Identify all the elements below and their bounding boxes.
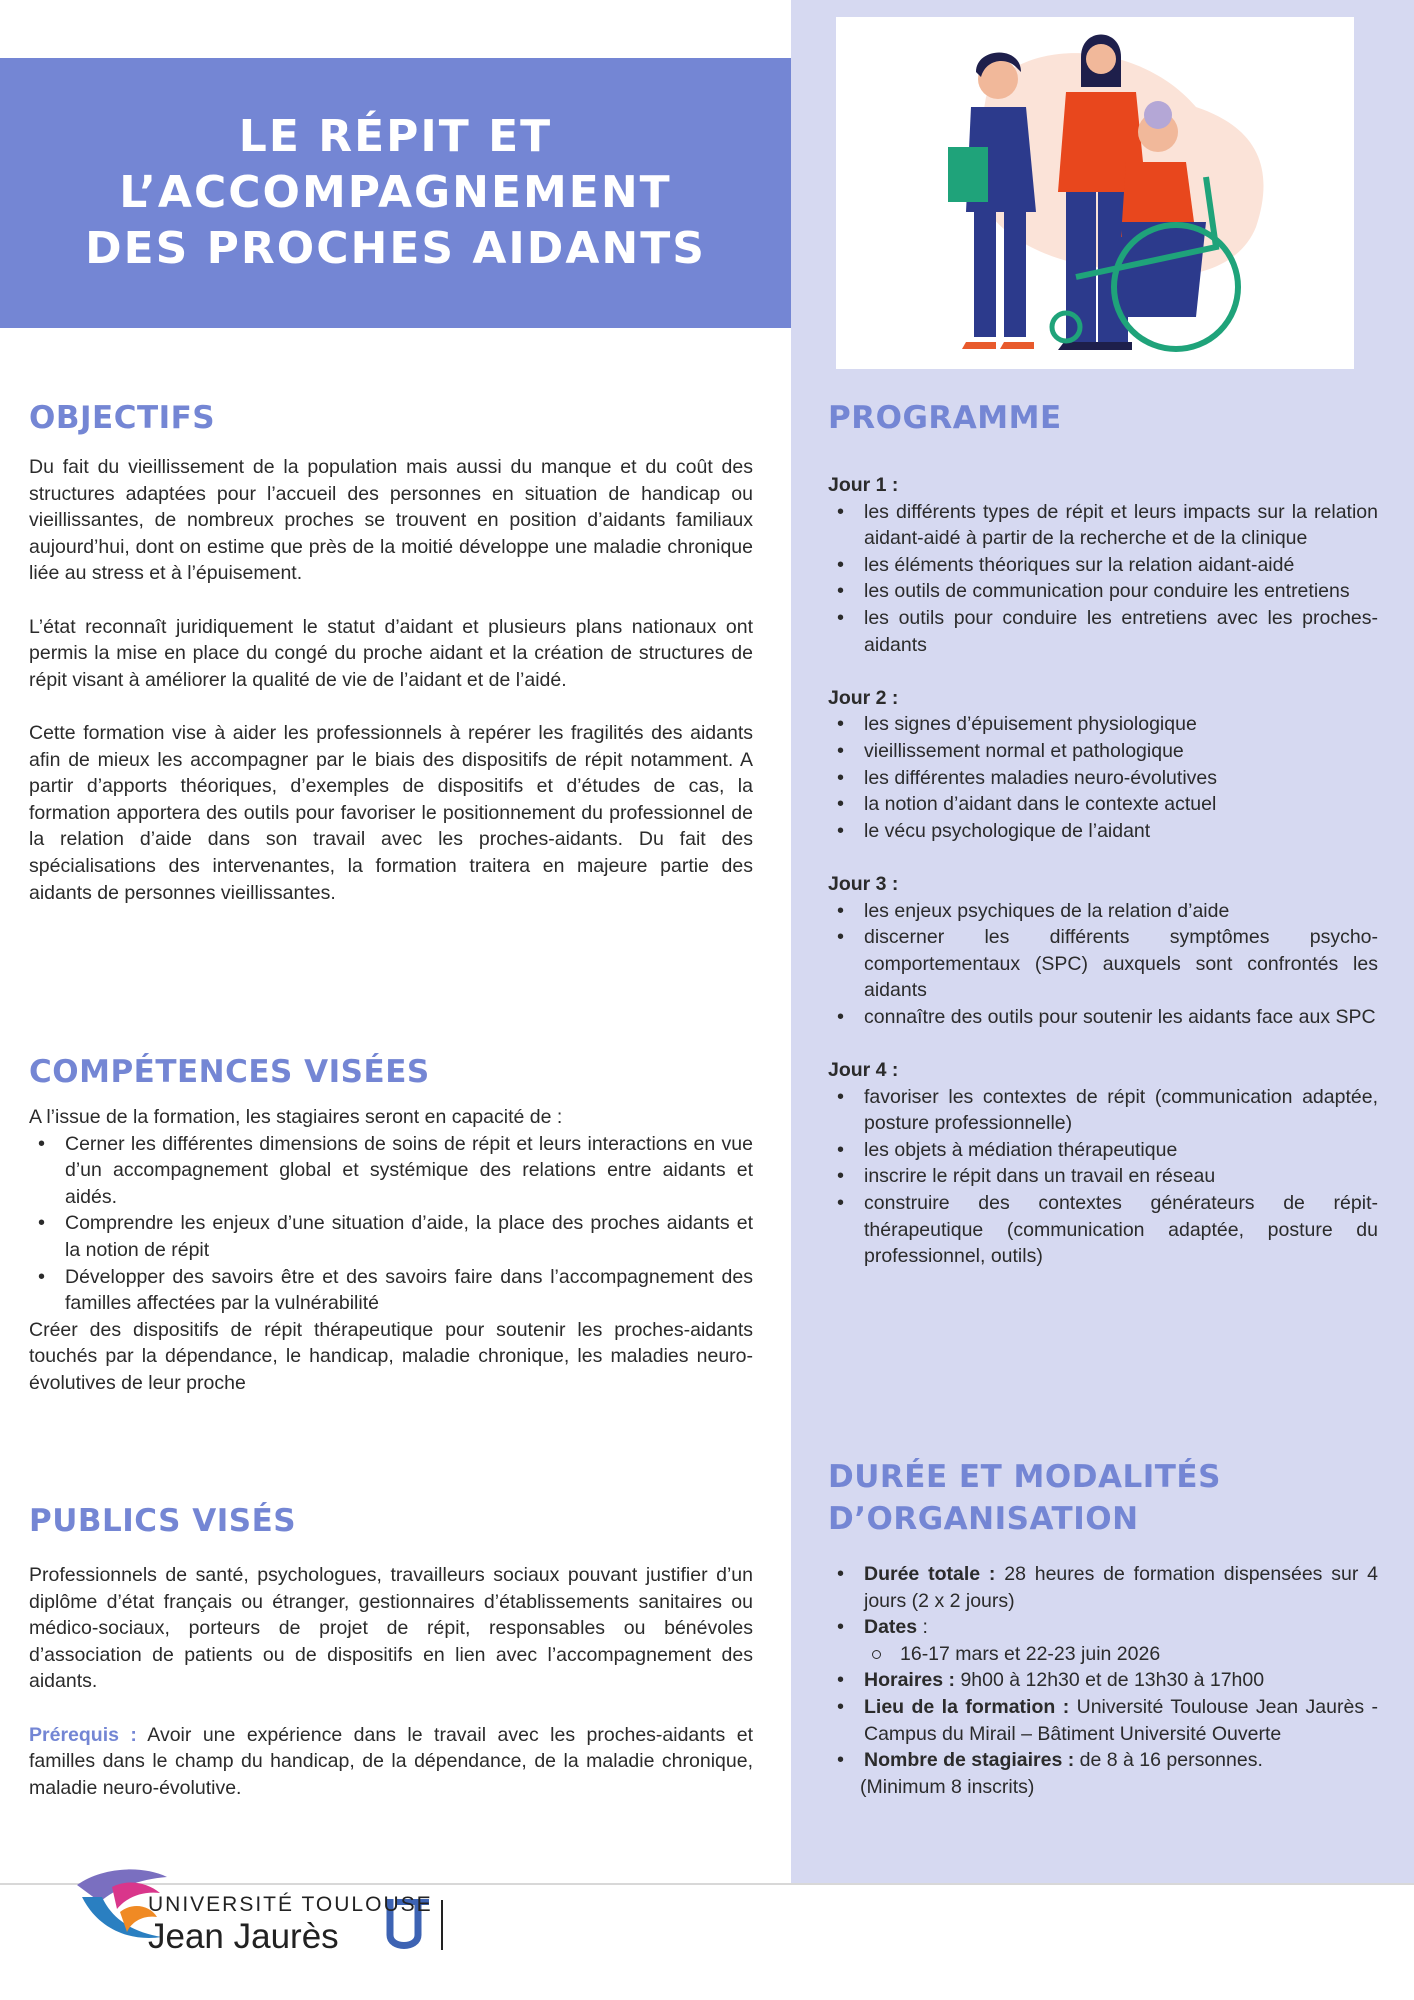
title-line: DES PROCHES AIDANTS	[85, 223, 706, 274]
prerequis-label: Prérequis :	[29, 1723, 137, 1746]
publics-paragraph: Professionnels de santé, psychologues, travailleurs sociaux pouvant justifier d’un diplôme d’état français ou étranger, gestionnaires d’établissements sanitaires ou médico-sociaux, porteurs de projet de répit, responsables ou bénévoles d’association de patients ou de dispositifs en lien avec l’accompagnement des aidants.	[29, 1564, 753, 1693]
horaires-label: Horaires :	[864, 1669, 956, 1692]
list-item	[828, 1561, 1378, 1614]
publics-text	[29, 1562, 753, 1801]
list-item: • les différentes maladies neuro-évolutives	[828, 765, 1378, 792]
list-item: • vieillissement normal et pathologique	[828, 738, 1378, 765]
minimum-note: (Minimum 8 inscrits)	[860, 1775, 1035, 1798]
lieu-label: Lieu de la formation :	[864, 1695, 1070, 1718]
section-heading-programme: PROGRAMME	[828, 400, 1062, 436]
list-item: • les signes d’épuisement physiologique	[828, 711, 1378, 738]
duree-list	[828, 1561, 1378, 1774]
objectifs-paragraph: L’état reconnaît juridiquement le statut d’aidant et plusieurs plans nationaux ont permis la mise en place du congé du proche aidant et la création de structures de répit visant à améliorer la qualité de vie de l’aidant et de l’aidé.	[29, 615, 753, 691]
duree-value: 28 heures de formation dispensées sur 4 jours (2 x 2 jours)	[864, 1563, 1378, 1612]
title-banner	[0, 58, 791, 328]
duree-text	[828, 1561, 1378, 1800]
list-item: • les différents types de répit et leurs impacts sur la relation aidant-aidé à partir de la recherche et de la clinique	[828, 499, 1378, 552]
list-item: • la notion d’aidant dans le contexte actuel	[828, 791, 1378, 818]
day-label: Jour 4 :	[828, 1059, 899, 1082]
section-heading-competences: COMPÉTENCES VISÉES	[29, 1054, 430, 1090]
competences-outro: Créer des dispositifs de répit thérapeutique pour soutenir les proches-aidants touchés par la dépendance, le handicap, maladie chronique, les maladies neuro-évolutives de leur proche	[29, 1318, 753, 1394]
day-list	[828, 898, 1378, 1031]
list-item: • Cerner les différentes dimensions de soins de répit et leurs interactions en vue d’un accompagnement global et systémique des relations entre aidants et aidés.	[29, 1131, 753, 1211]
list-item: • Comprendre les enjeux d’une situation d’aide, la place des proches aidants et la notion de répit	[29, 1210, 753, 1263]
day-list	[828, 499, 1378, 659]
list-item: • les objets à médiation thérapeutique	[828, 1137, 1378, 1164]
list-item: 16-17 mars et 22-23 juin 2026	[828, 1641, 1378, 1668]
logo-separator	[441, 1900, 443, 1950]
nombre-label: Nombre de stagiaires :	[864, 1749, 1075, 1772]
list-item: • les enjeux psychiques de la relation d’aide	[828, 898, 1378, 925]
section-heading-publics: PUBLICS VISÉS	[29, 1503, 297, 1539]
list-item	[828, 1747, 1378, 1774]
day-label: Jour 3 :	[828, 872, 899, 895]
list-item	[828, 1667, 1378, 1694]
list-item	[828, 1614, 1378, 1667]
caregivers-illustration-image	[836, 17, 1354, 369]
objectifs-paragraph: Du fait du vieillissement de la population mais aussi du manque et du coût des structures adaptées pour l’accueil des personnes en situation de handicap ou vieillissantes, de nombreux proches se trouvent en position d’aidants familiaux aujourd’hui, dont on estime que près de la moitié développe une maladie chronique liée au stress et à l’épuisement.	[29, 456, 753, 585]
title-line: LE RÉPIT ET	[238, 111, 553, 162]
dates-sublist	[828, 1641, 1378, 1668]
list-item	[828, 1694, 1378, 1747]
caregivers-illustration	[836, 17, 1354, 369]
page-title	[85, 109, 706, 277]
logo-name-line: Jean Jaurès	[148, 1917, 339, 1956]
list-item: • le vécu psychologique de l’aidant	[828, 818, 1378, 845]
horaires-value: 9h00 à 12h30 et de 13h30 à 17h00	[955, 1669, 1265, 1692]
list-item: • les éléments théoriques sur la relation aidant-aidé	[828, 552, 1378, 579]
list-item: • inscrire le répit dans un travail en réseau	[828, 1163, 1378, 1190]
competences-text	[29, 1104, 753, 1397]
logo-university-line: UNIVERSITÉ TOULOUSE	[148, 1893, 433, 1916]
dates-suffix: :	[917, 1616, 928, 1639]
nombre-value: de 8 à 16 personnes.	[1074, 1749, 1263, 1772]
prerequis-paragraph	[29, 1722, 753, 1802]
lieu-value: Université Toulouse Jean Jaurès - Campus du Mirail – Bâtiment Université Ouverte	[864, 1695, 1378, 1745]
competences-list	[29, 1131, 753, 1317]
list-item: • Développer des savoirs être et des savoirs faire dans l’accompagnement des familles affectées par la vulnérabilité	[29, 1264, 753, 1317]
section-heading-objectifs: OBJECTIFS	[29, 400, 216, 436]
day-label: Jour 1 :	[828, 474, 899, 496]
day-list	[828, 711, 1378, 844]
heading-line: D’ORGANISATION	[828, 1501, 1139, 1537]
programme-text	[828, 472, 1378, 1270]
objectifs-text	[29, 454, 753, 906]
objectifs-paragraph: Cette formation vise à aider les professionnels à repérer les fragilités des aidants afin de mieux les accompagner par le biais des dispositifs de répit notamment. A partir d’apports théoriques, d’exemples de dispositifs et d’études de cas, la formation apportera des outils pour favoriser le positionnement du professionnel de la relation d’aide dans son travail avec les proches-aidants. Du fait des spécialisations des intervenantes, la formation traitera en majeure partie des aidants de personnes vieillissantes.	[29, 721, 753, 904]
prerequis-text: Avoir une expérience dans le travail avec les proches-aidants et familles dans le champ du handicap, de la dépendance, de la maladie chronique, maladie neuro-évolutive.	[29, 1723, 754, 1799]
section-heading-duree	[828, 1456, 1221, 1540]
title-line: L’ACCOMPAGNEMENT	[119, 167, 672, 218]
list-item: • les outils pour conduire les entretiens avec les proches-aidants	[828, 605, 1378, 658]
heading-line: DURÉE ET MODALITÉS	[828, 1459, 1221, 1495]
competences-intro: A l’issue de la formation, les stagiaires seront en capacité de :	[29, 1106, 563, 1128]
list-item: • discerner les différents symptômes psycho-comportementaux (SPC) auxquels sont confrontés les aidants	[828, 924, 1378, 1004]
list-item: • les outils de communication pour conduire les entretiens	[828, 578, 1378, 605]
day-label: Jour 2 :	[828, 686, 899, 709]
dates-label: Dates	[864, 1616, 918, 1639]
duree-label: Durée totale :	[864, 1563, 996, 1585]
day-list	[828, 1084, 1378, 1270]
list-item: • construire des contextes générateurs de répit-thérapeutique (communication adaptée, posture du professionnel, outils)	[828, 1190, 1378, 1270]
list-item: • favoriser les contextes de répit (communication adaptée, posture professionnelle)	[828, 1084, 1378, 1137]
list-item: • connaître des outils pour soutenir les aidants face aux SPC	[828, 1004, 1378, 1031]
